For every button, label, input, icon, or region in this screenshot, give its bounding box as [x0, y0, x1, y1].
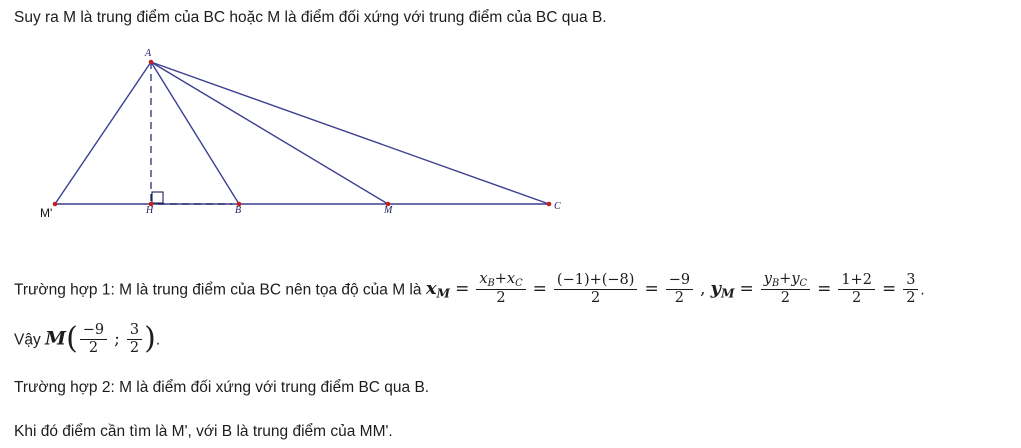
case1-prefix: Trường hợp 1: M là trung điểm của BC nên tọa độ của M là — [14, 281, 426, 299]
conclusion-math: M( $\frac{-9}{2}$ ; $\frac{3}{2}$ ). — [45, 321, 161, 356]
figure-label-m-prime: M' — [40, 206, 53, 220]
frac-numeric-2: $\frac{1+2}{2}$ — [838, 272, 875, 307]
final-line: Khi đó điểm cần tìm là M', với B là trung điểm của MM'. — [14, 423, 393, 440]
geometry-figure — [18, 46, 618, 226]
period-end: . — [920, 281, 925, 299]
frac-numeric-1: $\frac{(-1)+(-8)}{2}$ — [554, 272, 638, 307]
frac-xb-xc: $\frac{x_B+x_C}{2}$ — [476, 271, 525, 307]
conclusion-prefix: Vậy — [14, 331, 46, 349]
figure-label-b: B — [235, 205, 242, 216]
case1-line — [14, 272, 925, 308]
intro-sentence: Suy ra M là trung điểm của BC hoặc M là điểm đối xứng với trung điểm của BC qua B. — [14, 9, 607, 26]
triangle-diagram-svg — [18, 46, 618, 226]
figure-label-a: A — [145, 48, 152, 59]
conclusion-line — [14, 320, 160, 361]
figure-label-h: H — [146, 205, 154, 216]
frac-result-y: $\frac{3}{2}$ — [903, 272, 918, 307]
coord-y-frac: $\frac{3}{2}$ — [127, 322, 142, 357]
close-paren: ) — [144, 321, 156, 356]
figure-label-c: C — [554, 201, 561, 212]
frac-result-x: $\frac{-9}{2}$ — [666, 272, 693, 307]
figure-label-m: M — [384, 205, 393, 216]
frac-yb-yc: $\frac{y_B+y_C}{2}$ — [761, 271, 810, 307]
math-xM: $x_M$ — [425, 278, 451, 301]
case2-line: Trường hợp 2: M là điểm đối xứng với trung điểm BC qua B. — [14, 379, 430, 396]
conclusion-period: . — [155, 331, 161, 349]
coord-x-frac: $\frac{-9}{2}$ — [80, 322, 107, 357]
math-M-letter: M — [45, 327, 67, 350]
open-paren: ( — [66, 321, 78, 356]
math-yM: $y_M$ — [710, 278, 735, 301]
case1-math: $x_M$ = $\frac{x_B+x_C}{2}$ = $\frac{(-1)+(-8)}{2}$ = $\frac{-9}{2}$ , $y_M$ = $\frac{y_B+y_C}{2}$ = $\frac{1+2}{2}$ = $\frac{3}{2}$ . — [425, 271, 925, 307]
right-angle-mark — [152, 192, 163, 203]
